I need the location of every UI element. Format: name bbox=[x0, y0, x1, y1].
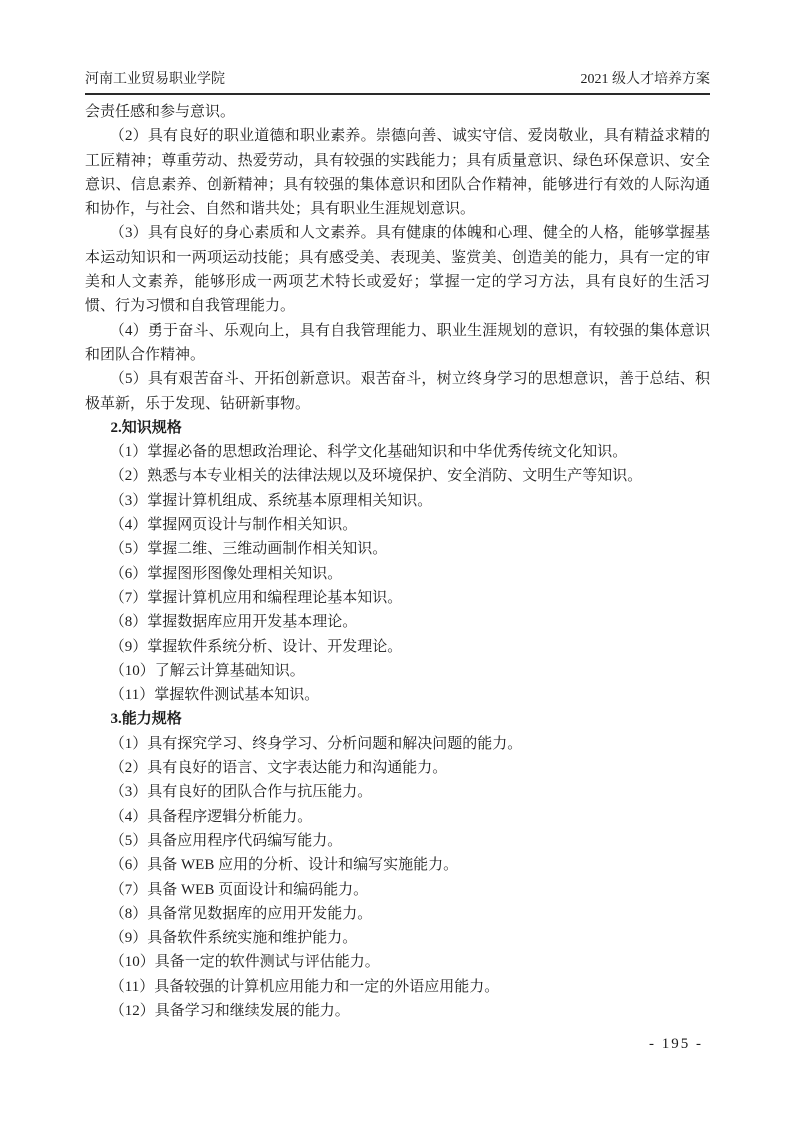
section-heading-ability: 3.能力规格 bbox=[110, 711, 182, 728]
ability-item: （3）具有良好的团队合作与抗压能力。 bbox=[109, 784, 373, 801]
page-header bbox=[85, 71, 710, 95]
ability-item: （8）具备常见数据库的应用开发能力。 bbox=[109, 905, 373, 922]
body-paragraph: （5）具有艰苦奋斗、开拓创新意识。艰苦奋斗，树立终身学习的思想意识，善于总结、积极革新，乐于发现、钻研新事物。 bbox=[85, 371, 710, 412]
body-paragraph: （3）具有良好的身心素质和人文素养。具有健康的体魄和心理、健全的人格，能够掌握基本运动知识和一两项运动技能；具有感受美、表现美、鉴赏美、创造美的能力，具有一定的审美和人文素养，能够形成一两项艺术特长或爱好；掌握一定的学习方法，具有良好的生活习惯、行为习惯和自我管理能力。 bbox=[85, 225, 710, 315]
knowledge-item: （3）掌握计算机组成、系统基本原理相关知识。 bbox=[109, 492, 433, 509]
document-body bbox=[85, 100, 710, 1023]
ability-item: （6）具备 WEB 应用的分析、设计和编写实施能力。 bbox=[109, 857, 459, 874]
paragraph-continuation: 会责任感和参与意识。 bbox=[85, 104, 236, 120]
knowledge-item: （6）掌握图形图像处理相关知识。 bbox=[109, 565, 343, 582]
section-heading-knowledge: 2.知识规格 bbox=[110, 419, 182, 436]
knowledge-item: （4）掌握网页设计与制作相关知识。 bbox=[109, 517, 358, 534]
body-paragraph: （4）勇于奋斗、乐观向上，具有自我管理能力、职业生涯规划的意识，有较强的集体意识和团队合作精神。 bbox=[85, 322, 710, 363]
ability-item: （7）具备 WEB 页面设计和编码能力。 bbox=[109, 881, 369, 898]
page-footer bbox=[649, 1034, 703, 1054]
ability-item: （10）具备一定的软件测试与评估能力。 bbox=[109, 954, 380, 971]
knowledge-item: （10）了解云计算基础知识。 bbox=[109, 662, 305, 679]
body-paragraph: （2）具有良好的职业道德和职业素养。崇德向善、诚实守信、爱岗敬业，具有精益求精的工匠精神；尊重劳动、热爱劳动，具有较强的实践能力；具有质量意识、绿色环保意识、安全意识、信息素养、创新精神；具有较强的集体意识和团队合作精神，能够进行有效的人际沟通和协作，与社会、自然和谐共处；具有职业生涯规划意识。 bbox=[85, 128, 710, 218]
ability-item: （9）具备软件系统实施和维护能力。 bbox=[109, 930, 358, 947]
ability-item: （1）具有探究学习、终身学习、分析问题和解决问题的能力。 bbox=[109, 735, 523, 752]
knowledge-item: （5）掌握二维、三维动画制作相关知识。 bbox=[109, 541, 388, 558]
ability-item: （11）具备较强的计算机应用能力和一定的外语应用能力。 bbox=[109, 978, 500, 995]
knowledge-item: （2）熟悉与本专业相关的法律法规以及环境保护、安全消防、文明生产等知识。 bbox=[109, 468, 643, 485]
knowledge-item: （9）掌握软件系统分析、设计、开发理论。 bbox=[109, 638, 403, 655]
ability-item: （2）具有良好的语言、文字表达能力和沟通能力。 bbox=[109, 760, 448, 777]
knowledge-item: （11）掌握软件测试基本知识。 bbox=[109, 687, 320, 704]
page-number: - 195 - bbox=[649, 1036, 703, 1052]
knowledge-item: （7）掌握计算机应用和编程理论基本知识。 bbox=[109, 589, 403, 606]
knowledge-item: （1）掌握必备的思想政治理论、科学文化基础知识和中华优秀传统文化知识。 bbox=[109, 444, 628, 461]
ability-item: （4）具备程序逻辑分析能力。 bbox=[109, 808, 313, 825]
header-school-name: 河南工业贸易职业学院 bbox=[85, 72, 225, 87]
header-program-title: 2021 级人才培养方案 bbox=[580, 72, 710, 87]
ability-item: （12）具备学习和继续发展的能力。 bbox=[109, 1002, 350, 1019]
ability-item: （5）具备应用程序代码编写能力。 bbox=[109, 832, 343, 849]
knowledge-item: （8）掌握数据库应用开发基本理论。 bbox=[109, 614, 358, 631]
